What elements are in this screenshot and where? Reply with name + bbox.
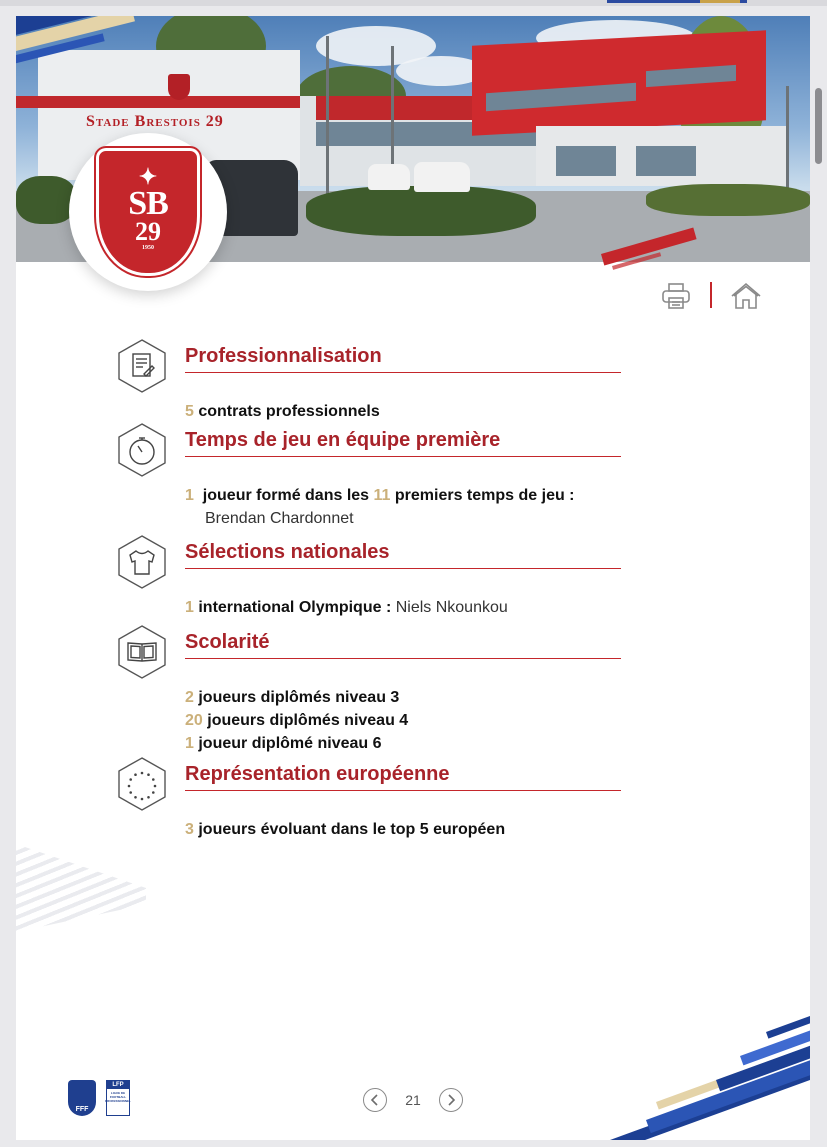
club-year: 1950 bbox=[142, 245, 154, 251]
stat-line bbox=[185, 734, 382, 754]
print-button[interactable] bbox=[660, 280, 692, 312]
section-title: Sélections nationales bbox=[185, 540, 621, 569]
home-icon bbox=[730, 281, 762, 311]
lfp-logo bbox=[106, 1080, 130, 1116]
toolbar-separator bbox=[710, 282, 712, 308]
top-strip-gold bbox=[700, 0, 740, 3]
white-van bbox=[414, 162, 470, 192]
stat-line bbox=[185, 486, 575, 506]
home-button[interactable] bbox=[730, 280, 762, 312]
stat-number: 1 bbox=[185, 735, 194, 752]
scrollbar[interactable] bbox=[815, 88, 822, 164]
section-title: Professionnalisation bbox=[185, 344, 621, 373]
section-title: Représentation européenne bbox=[185, 762, 621, 791]
decorative-hatch bbox=[16, 822, 146, 932]
stat-text: joueurs diplômés niveau 4 bbox=[207, 712, 409, 729]
stat-line bbox=[185, 688, 399, 708]
stat-text: contrats professionnels bbox=[198, 403, 380, 420]
footer-logos bbox=[68, 1080, 130, 1116]
top-strip bbox=[0, 0, 827, 6]
contract-document-icon bbox=[116, 338, 168, 394]
club-logo bbox=[69, 133, 227, 291]
stopwatch-icon bbox=[116, 422, 168, 478]
stat-text: joueurs diplômés niveau 3 bbox=[198, 689, 400, 706]
page-number: 21 bbox=[405, 1092, 421, 1108]
lfp-logo-subtitle: LIGUE DE FOOTBALL PROFESSIONNEL bbox=[105, 1091, 131, 1103]
ermine-icon: ✦ bbox=[138, 164, 158, 189]
player-name: Brendan Chardonnet bbox=[205, 510, 354, 527]
stat-line bbox=[185, 820, 505, 840]
stat-text: international Olympique : bbox=[198, 599, 392, 616]
club-crest-shield bbox=[96, 148, 200, 276]
section-title: Temps de jeu en équipe première bbox=[185, 428, 621, 457]
stat-text-2: premiers temps de jeu : bbox=[394, 487, 575, 504]
fff-logo: FFF bbox=[68, 1080, 96, 1116]
stat-line bbox=[185, 598, 508, 618]
stat-text: joueurs évoluant dans le top 5 européen bbox=[198, 821, 506, 838]
section-title: Scolarité bbox=[185, 630, 621, 659]
stat-line bbox=[185, 711, 408, 731]
stat-text: joueur diplômé niveau 6 bbox=[198, 735, 382, 752]
building-sign: Stade Brestois 29 bbox=[86, 113, 224, 130]
stat-text: joueur formé dans les bbox=[202, 487, 370, 504]
stat-line bbox=[185, 402, 380, 422]
european-stars-icon bbox=[116, 756, 168, 812]
stat-number: 1 bbox=[185, 599, 194, 616]
stat-number: 1 bbox=[185, 487, 194, 504]
lfp-logo-label: LFP bbox=[107, 1081, 129, 1089]
stat-number: 20 bbox=[185, 712, 203, 729]
stat-number: 2 bbox=[185, 689, 194, 706]
building-crest-icon bbox=[168, 74, 190, 100]
club-number: 29 bbox=[135, 217, 161, 246]
player-name: Niels Nkounkou bbox=[395, 599, 508, 616]
previous-page-button[interactable] bbox=[363, 1088, 387, 1112]
jersey-icon bbox=[116, 534, 168, 590]
chevron-right-icon bbox=[446, 1094, 456, 1106]
stat-number-2: 11 bbox=[373, 487, 391, 504]
club-monogram: SB bbox=[128, 185, 168, 222]
page-navigation bbox=[363, 1088, 463, 1112]
book-icon bbox=[116, 624, 168, 680]
chevron-left-icon bbox=[370, 1094, 380, 1106]
stat-number: 5 bbox=[185, 403, 194, 420]
document-page bbox=[16, 16, 810, 1140]
next-page-button[interactable] bbox=[439, 1088, 463, 1112]
printer-icon bbox=[661, 282, 691, 310]
stat-number: 3 bbox=[185, 821, 194, 838]
